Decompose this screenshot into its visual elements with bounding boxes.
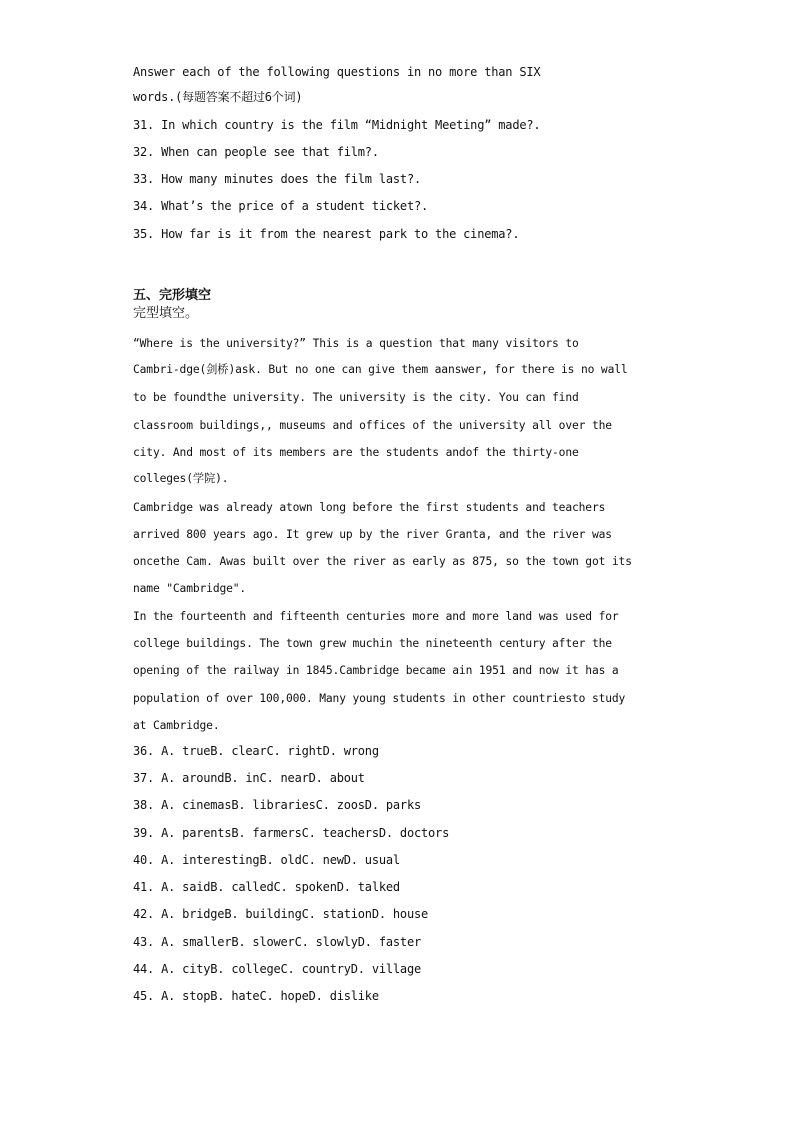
question-33: 33. How many minutes does the film last?. <box>133 172 422 186</box>
passage-line: to be foundthe university. The university is the city. You can find <box>133 391 579 404</box>
passage-line: name "Cambridge". <box>133 582 247 595</box>
option-37: 37. A. aroundB. inC. nearD. about <box>133 771 365 785</box>
question-31: 31. In which country is the film “Midnight Meeting” made?. <box>133 118 541 132</box>
option-39: 39. A. parentsB. farmersC. teachersD. doctors <box>133 826 450 840</box>
option-40: 40. A. interestingB. oldC. newD. usual <box>133 853 400 867</box>
option-41: 41. A. saidB. calledC. spokenD. talked <box>133 880 400 894</box>
section-heading: 五、完形填空 <box>133 288 212 303</box>
passage-line: college buildings. The town grew muchin the nineteenth century after the <box>133 637 612 650</box>
passage-line: city. And most of its members are the students andof the thirty-one <box>133 446 579 459</box>
passage-line: arrived 800 years ago. It grew up by the river Granta, and the river was <box>133 528 612 541</box>
question-32: 32. When can people see that film?. <box>133 145 379 159</box>
question-34: 34. What’s the price of a student ticket?. <box>133 199 429 213</box>
passage-line: In the fourteenth and fifteenth centuries more and more land was used for <box>133 610 619 623</box>
option-42: 42. A. bridgeB. buildingC. stationD. house <box>133 907 429 921</box>
passage-line: at Cambridge. <box>133 719 220 732</box>
option-36: 36. A. trueB. clearC. rightD. wrong <box>133 744 379 758</box>
passage-line: population of over 100,000. Many young students in other countriesto study <box>133 692 626 705</box>
passage-line: Cambri-dge(剑桥)ask. But no one can give them aanswer, for there is no wall <box>133 363 628 376</box>
question-35: 35. How far is it from the nearest park to the cinema?. <box>133 227 520 241</box>
instruction-line-1: Answer each of the following questions in no more than SIX <box>133 65 541 79</box>
option-44: 44. A. cityB. collegeC. countryD. village <box>133 962 422 976</box>
passage-line: classroom buildings,, museums and offices of the university all over the <box>133 419 612 432</box>
option-45: 45. A. stopB. hateC. hopeD. dislike <box>133 989 379 1003</box>
passage-line: colleges(学院). <box>133 472 229 485</box>
passage-line: opening of the railway in 1845.Cambridge became ain 1951 and now it has a <box>133 664 619 677</box>
passage-line: Cambridge was already atown long before the first students and teachers <box>133 501 606 514</box>
passage-line: “Where is the university?” This is a question that many visitors to <box>133 337 579 350</box>
section-subheading: 完型填空。 <box>133 306 199 321</box>
option-43: 43. A. smallerB. slowerC. slowlyD. faster <box>133 935 422 949</box>
option-38: 38. A. cinemasB. librariesC. zoosD. parks <box>133 798 422 812</box>
passage-line: oncethe Cam. Awas built over the river as early as 875, so the town got its <box>133 555 632 568</box>
instruction-line-2: words.(每题答案不超过6个词) <box>133 90 303 104</box>
